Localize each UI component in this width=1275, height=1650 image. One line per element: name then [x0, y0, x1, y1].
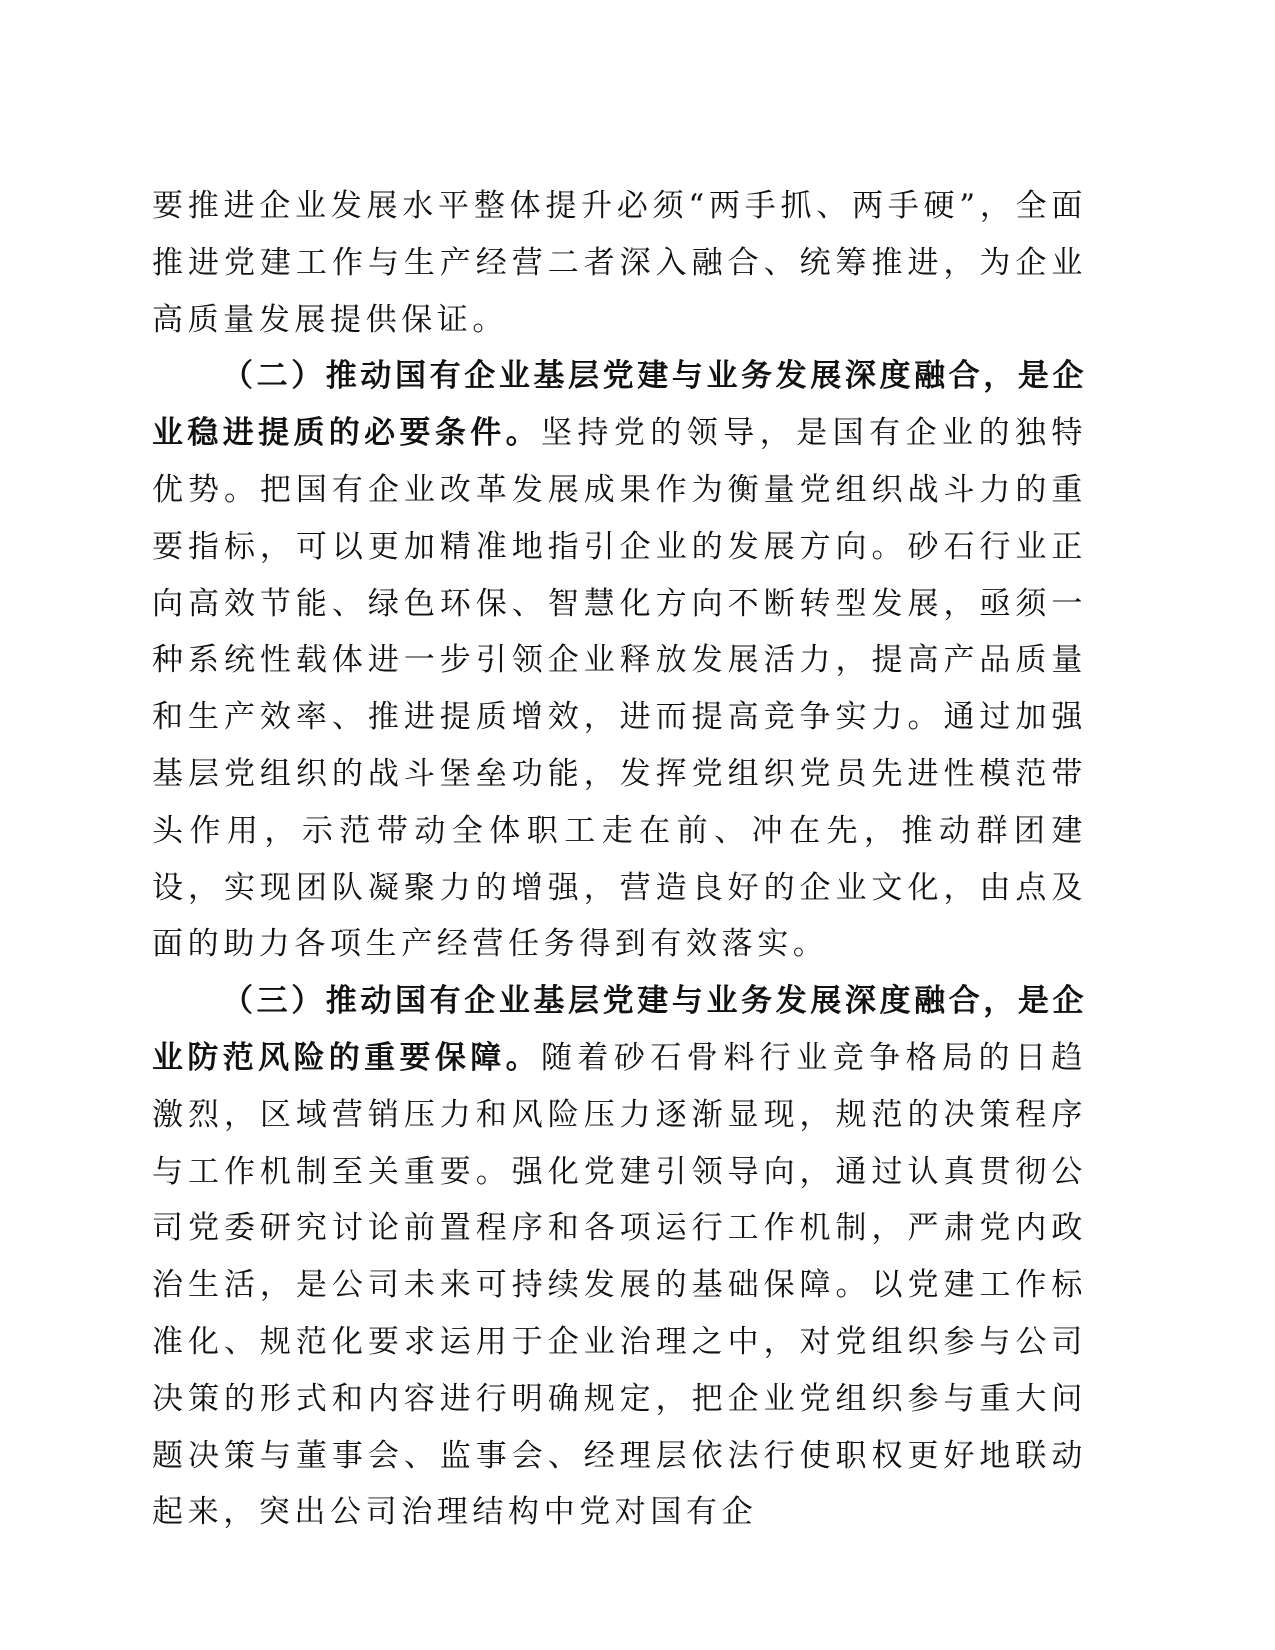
section-heading-2: （二）推动国有企业基层党建与业务发展深度融合，是企业稳进提质的必要条件。	[152, 358, 1087, 452]
paragraph-section-3	[152, 973, 1087, 1541]
document-body	[152, 178, 1087, 1541]
paragraph-text: 坚持党的领导，是国有企业的独特优势。把国有企业改革发展成果作为衡量党组织战斗力的重要指标，可以更加精准地指引企业的发展方向。砂石行业正向高效节能、绿色环保、智慧化方向不断转型发展，亟须一种系统性载体进一步引领企业释放发展活力，提高产品质量和生产效率、推进提质增效，进而提高竞争实力。通过加强基层党组织的战斗堡垒功能，发挥党组织党员先进性模范带头作用，示范带动全体职工走在前、冲在先，推动群团建设，实现团队凝聚力的增强，营造良好的企业文化，由点及面的助力各项生产经营任务得到有效落实。	[152, 415, 1088, 963]
paragraph-intro-continued	[152, 178, 1087, 348]
paragraph-text: 要推进企业发展水平整体提升必须“两手抓、两手硬”，全面推进党建工作与生产经营二者深入融合、统筹推进，为企业高质量发展提供保证。	[152, 188, 1087, 338]
paragraph-section-2	[152, 348, 1087, 973]
section-heading-3: （三）推动国有企业基层党建与业务发展深度融合，是企业防范风险的重要保障。	[152, 983, 1087, 1076]
paragraph-text: 随着砂石骨料行业竞争格局的日趋激烈，区域营销压力和风险压力逐渐显现，规范的决策程序与工作机制至关重要。强化党建引领导向，通过认真贯彻公司党委研究讨论前置程序和各项运行工作机制，严肃党内政治生活，是公司未来可持续发展的基础保障。以党建工作标准化、规范化要求运用于企业治理之中，对党组织参与公司决策的形式和内容进行明确规定，把企业党组织参与重大问题决策与董事会、监事会、经理层依法行使职权更好地联动起来，突出公司治理结构中党对国有企	[152, 1039, 1088, 1531]
